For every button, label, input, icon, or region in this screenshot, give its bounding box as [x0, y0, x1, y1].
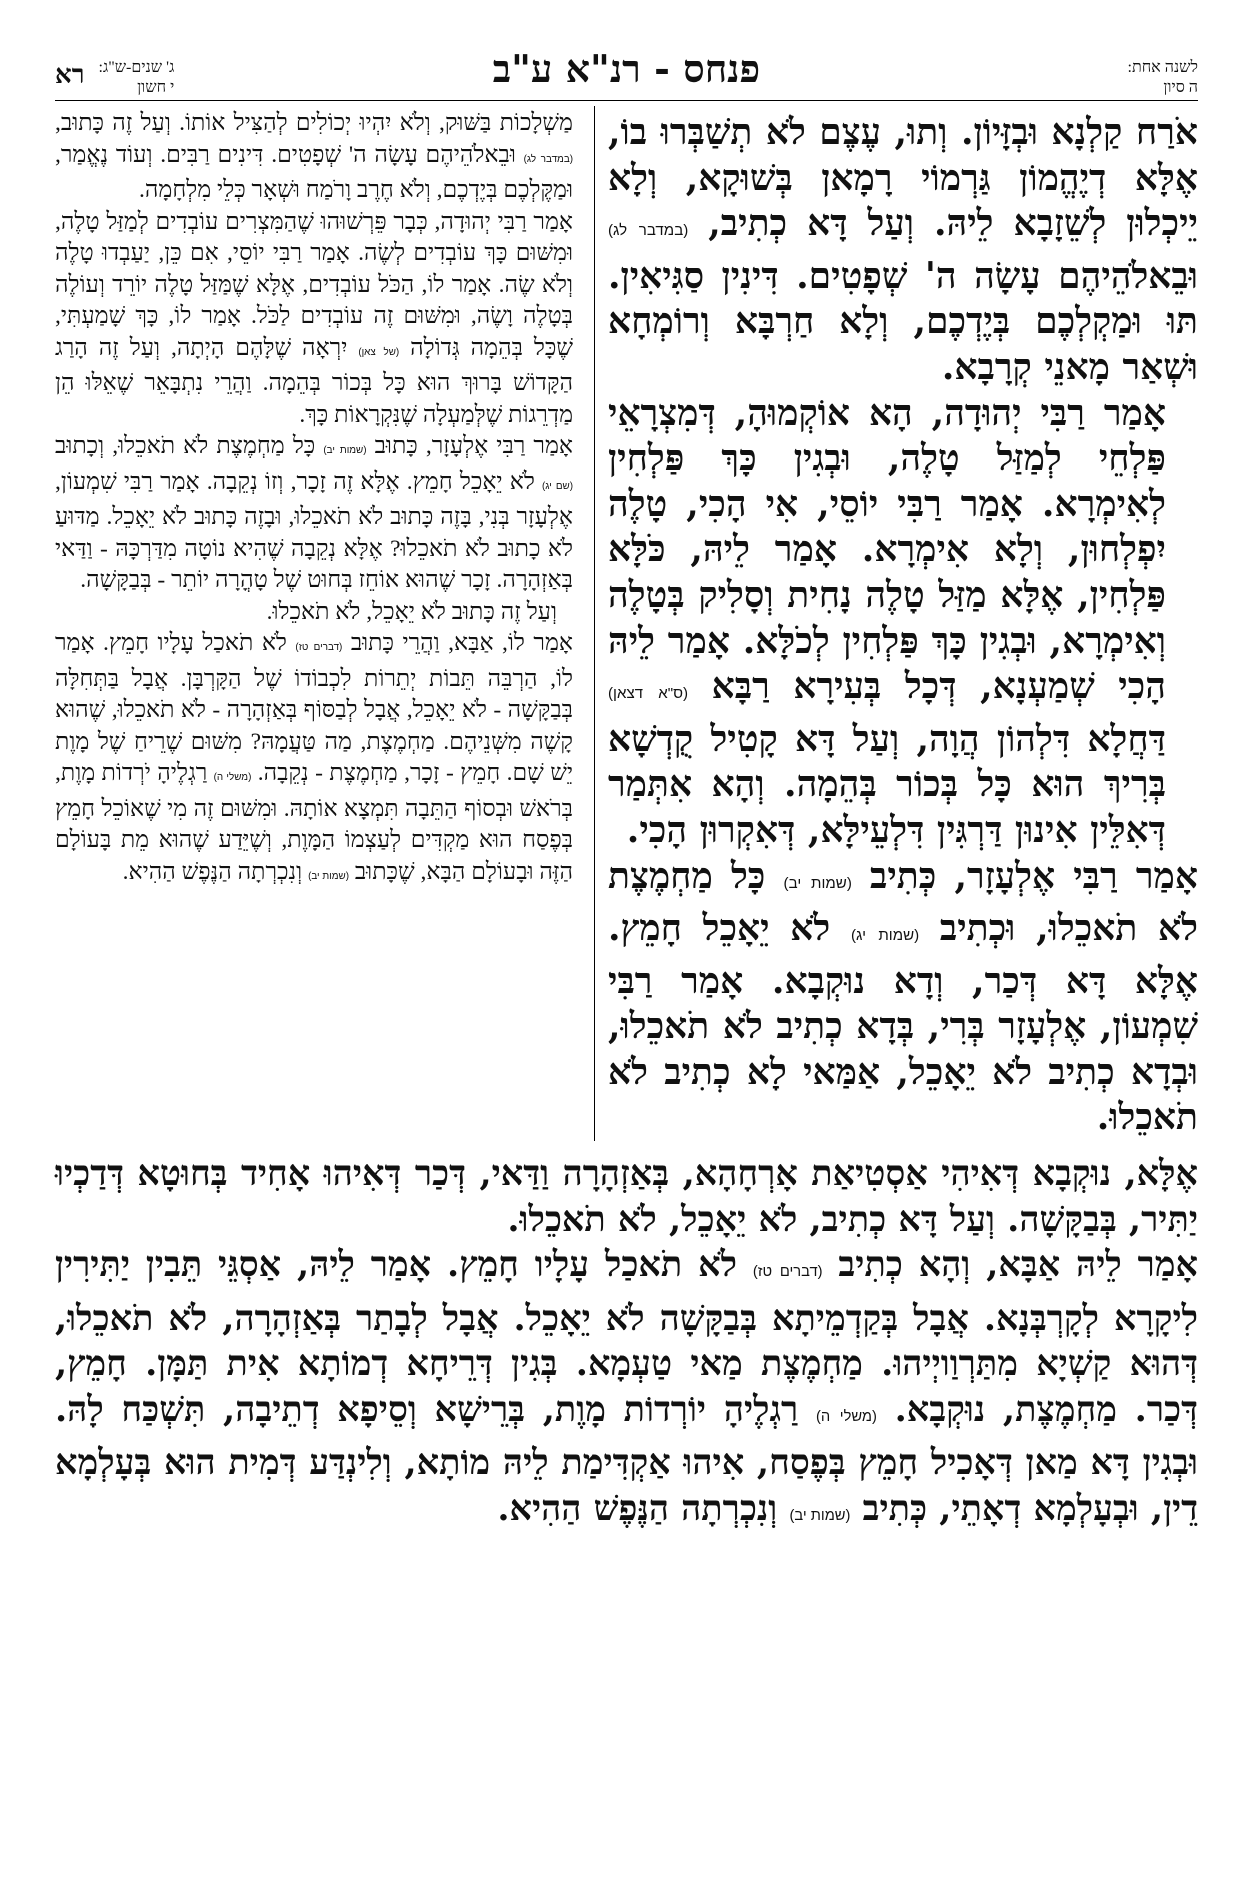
- translation-column: [55, 108, 573, 892]
- page-header: [55, 38, 1198, 100]
- citation: (שמות יב): [789, 1507, 851, 1524]
- main-paragraph: אֹרַח קַלְנָא וּבְזָּיוֹן. וְתוּ, עֶצֶם לֹא תְשַׁבְּרוּ בוֹ, אֶלָּא דְיֶהֱמוֹן גַּרְמוֹי רָמָאן בְּשׁוּקָא, וְלָא יֵיכְלוּן לְשֵׁזָבָא לֵיהּ. וְעַל דָּא כְתִיב, (במדבר לג) וּבֵאלֹהֵיהֶם עָשָׂה ה' שְׁפָטִים. דִּינִין סַגִּיאִין. תּוּ וּמַקְלְכֶם בְּיֶדְכֶם, וְלָא חַרְבָּא וְרוֹמְחָא וּשְׁאַר מָאנֵי קְרָבָא.: [608, 111, 1198, 388]
- citation: (דברים טז): [295, 642, 343, 653]
- citation: (שמות יב): [783, 874, 852, 892]
- translation-paragraph: מַשְׁלָכוֹת בַּשּׁוּק, וְלֹא יִהְיוּ יְכוֹלִים לְהַצִּיל אוֹתוֹ. וְעַל זֶה כָּתוּב, (במדבר לג) וּבֵאלֹהֵיהֶם עָשָׂה ה' שְׁפָטִים. דִּינִים רַבִּים. וְעוֹד נֶאֱמַר, וּמַקֶּלְכֶם בְּיֶדְכֶם, וְלֹא חֶרֶב וָרֹמַח וּשְׁאָר כְּלֵי מִלְחָמָה.: [55, 110, 573, 203]
- main-paragraph: אָמַר רַבִּי יְהוּדָה, הָא אוֹקְמוּהָ, דְּמִצְרָאֵי פַּלְחֵי לְמַזַּל טָלֶה, וּבְגִין כָּךְ פַּלְחִין לְאִימְרָא. אָמַר רַבִּי יוֹסֵי, אִי הָכִי, טָלֶה יִפְלְחוּן, וְלָא אִימְרָא. אָמַר לֵיהּ, כֹּלָּא פַּלְחִין, אֶלָּא מַזַּל טָלֶה נָחִית וְסָלִיק בְּטָלֶה וְאִימְרָא, וּבְגִין כָּךְ פַּלְחִין לְכֹלָּא. אָמַר לֵיהּ הָכִי שְׁמַעְנָא, דְּכָל בְּעִירָא רַבָּא (ס"א דצאן) דַּחֲלָא דִּלְהוֹן הֲוָה, וְעַל דָּא קָטִיל קֻדְשָׁא בְּרִיךְ הוּא כָּל בְּכוֹר בְּהֵמָה. וְהָא אִתְּמַר דְּאִלֵּין אִינוּן דַּרְגִּין דִּלְעֵילָּא, דְּאִקְרוּן הָכִי.: [608, 391, 1166, 851]
- citation: (ס"א דצאן): [608, 685, 689, 703]
- schedule-label: לשנה אחת:: [1127, 59, 1198, 76]
- study-schedule-three-year: [55, 58, 174, 98]
- header-rule: [55, 100, 1198, 101]
- citation: (שם יג): [542, 480, 573, 492]
- main-text-column: [608, 110, 1198, 1141]
- citation: (משלי ה): [213, 772, 252, 783]
- translation-paragraph: וְעַל זֶה כָּתוּב לֹא יֵאָכֵל, לֹא תֹאכֵלוּ.: [266, 598, 557, 625]
- main-text-continuation: [55, 1151, 1198, 1539]
- citation: (שמות יב): [323, 445, 367, 456]
- schedule-date: ה סיון: [1163, 79, 1198, 96]
- citation: (דברים טז): [752, 1264, 823, 1280]
- column-divider: [594, 106, 595, 1141]
- main-paragraph: אָמַר לֵיהּ אַבָּא, וְהָא כְתִיב (דברים טז) לֹא תֹאכַל עָלָיו חָמֵץ. אָמַר לֵיהּ, אַסְגֵּי תֵּבִין יַתִּירִין לִיקָרָא לְקָרְבְּנָא. אֲבָל בְּקַדְמֵיתָא בְּבַקָּשָׁה לֹא יֵאָכֵל. אֲבָל לְבָתַר בְּאַזְהָרָה, לֹא תֹאכֵלוּ, דְּהוּא קַשְׁיָא מִתַּרְוַויְיהוּ. מַחְמֶצֶת מַאי טַעְמָא. בְּגִין דְּרֵיחָא דְמוֹתָא אִית תַּמָּן. חָמֵץ, דְּכַר. מַחְמֶצֶת, נוּקְבָא. (משלי ה) רַגְלֶיהָ יוֹרְדוֹת מָוֶת, בְּרֵישָׁא וְסֵיפָא דְתֵיבָה, תִּשְׁכַּח לָהּ. וּבְגִין דָּא מַאן דְּאָכִיל חָמֵץ בְּפֶסַח, אִיהוּ אַקְדִּימַת לֵיהּ מוֹתָא, וְלִינְדַּע דְּמִית הוּא בְּעָלְמָא דֵין, וּבְעָלְמָא דְאָתֵי, כְּתִיב (שמות יב) וְנִכְרְתָה הַנֶּפֶשׁ הַהִיא.: [55, 1244, 1199, 1529]
- main-paragraph: אָמַר רַבִּי אֶלְעָזָר, כְּתִיב (שמות יב) כָּל מַחְמֶצֶת לֹא תֹאכֵלוּ, וּכְתִיב (שמות יג) לֹא יֵאָכֵל חָמֵץ. אֶלָּא דָּא דְּכַר, וְדָא נוּקְבָא. אָמַר רַבִּי שִׁמְעוֹן, אֶלְעָזָר בְּרִי, בְּדָא כְתִיב לֹא תֹאכֵלוּ, וּבְדָא כְתִיב לֹא יֵאָכֵל, אַמַּאי לָא כְתִיב לֹא תֹאכֵלוּ.: [608, 854, 1198, 1139]
- translation-paragraph: אָמַר רַבִּי אֶלְעָזָר, כָּתוּב (שמות יב) כָּל מַחְמֶצֶת לֹא תֹאכֵלוּ, וְכָתוּב (שם יג) לֹא יֵאָכֵל חָמֵץ. אֶלָּא זֶה זָכָר, וְזוֹ נְקֵבָה. אָמַר רַבִּי שִׁמְעוֹן, אֶלְעָזָר בְּנִי, בָּזֶה כָּתוּב לֹא תֹאכֵלוּ, וּבָזֶה כָּתוּב לֹא יֵאָכֵל. מַדּוּעַ לֹא כָתוּב לֹא תֹאכֵלוּ? אֶלָּא נְקֵבָה שֶׁהִיא נוֹטָה מִדַּרְכָּהּ - וַדַּאי בְּאַזְהָרָה. זָכָר שֶׁהוּא אוֹחֵז בְּחוּט שֶׁל טָהֳרָה יוֹתֵר - בְּבַקָּשָׁה.: [55, 433, 573, 593]
- citation: (של צאן): [358, 346, 400, 358]
- citation: (במדבר לג): [608, 222, 689, 240]
- citation: (שמות יב): [308, 870, 349, 882]
- citation: (משלי ה): [815, 1408, 877, 1425]
- main-paragraph: אֶלָּא, נוּקְבָא דְּאִיהִי אַסְטִיאַת אָרְחָהָא, בְּאַזְהָרָה וַדַּאי, דְּכַר דְּאִיהוּ אָחִיד בְּחוּטָא דְּדַכְיוּ יַתִּיר, בְּבַקָּשָׁה. וְעַל דָּא כְתִיב, לֹא יֵאָכֵל, לֹא תֹאכֵלוּ.: [55, 1153, 1198, 1240]
- schedule-date: י חשון: [137, 79, 175, 96]
- translation-paragraph: אָמַר לוֹ, אַבָּא, וַהֲרֵי כָּתוּב (דברים טז) לֹא תֹאכַל עָלָיו חָמֵץ. אָמַר לוֹ, הַרְבֵּה תֵּבוֹת יְתֵרוֹת לִכְבוֹדוֹ שֶׁל הַקָּרְבָּן. אֲבָל בַּתְּחִלָּה בְּבַקָּשָׁה - לֹא יֵאָכֵל, אֲבָל לְבַסּוֹף בְּאַזְהָרָה - לֹא תֹאכֵלוּ, שֶׁהוּא קָשֶׁה מִשְּׁנֵיהֶם. מַחְמֶצֶת, מַה טַּעֲמָהּ? מִשּׁוּם שֶׁרֵיחַ שֶׁל מָוֶת יֵשׁ שָׁם. חָמֵץ - זָכָר, מַחְמֶצֶת - נְקֵבָה. (משלי ה) רַגְלֶיהָ יֹרְדוֹת מָוֶת, בְּרֹאשׁ וּבְסוֹף הַתֵּבָה תִּמְצָא אוֹתָהּ. וּמִשּׁוּם זֶה מִי שֶׁאוֹכֵל חָמֵץ בְּפֶסַח הוּא מַקְדִּים לְעַצְמוֹ הַמָּוֶת, וְשֶׁיֵּדַע שֶׁהוּא מֵת בָּעוֹלָם הַזֶּה וּבָעוֹלָם הַבָּא, שֶׁכָּתוּב (שמות יב) וְנִכְרְתָה הַנֶּפֶשׁ הַהִיא.: [55, 630, 573, 885]
- translation-paragraph: אָמַר רַבִּי יְהוּדָה, כְּבָר פֵּרְשׁוּהוּ שֶׁהַמִּצְרִים עוֹבְדִים לְמַזַּל טָלֶה, וּמִשּׁוּם כָּךְ עוֹבְדִים לְשֶׂה. אָמַר רַבִּי יוֹסֵי, אִם כֵּן, יַעַבְדוּ טָלֶה וְלֹא שֶׂה. אָמַר לוֹ, הַכֹּל עוֹבְדִים, אֶלָּא שֶׁמַּזַּל טָלֶה יוֹרֵד וְעוֹלֶה בְּטָלֶה וָשֶׂה, וּמִשּׁוּם זֶה עוֹבְדִים לַכֹּל. אָמַר לוֹ, כָּךְ שָׁמַעְתִּי, שֶׁכָּל בְּהֵמָה גְּדוֹלָה (של צאן) יִרְאָה שֶׁלָּהֶם הָיְתָה, וְעַל זֶה הָרַג הַקָּדוֹשׁ בָּרוּךְ הוּא כָּל בְּכוֹר בְּהֵמָה. וַהֲרֵי נִתְבָּאֵר שֶׁאֵלּוּ הֵן מַדְרֵגוֹת שֶׁלְּמַעְלָה שֶׁנִּקְרָאוֹת כָּךְ.: [55, 208, 574, 428]
- citation: (שמות יג): [850, 927, 920, 945]
- citation: (במדבר לג): [523, 153, 573, 165]
- page-number: רא: [55, 60, 85, 90]
- document-page: [55, 38, 1198, 1853]
- schedule-label: ג' שנים-ש"ג:: [98, 59, 175, 76]
- page-title: פנחס - רנ"א ע"ב: [492, 46, 761, 91]
